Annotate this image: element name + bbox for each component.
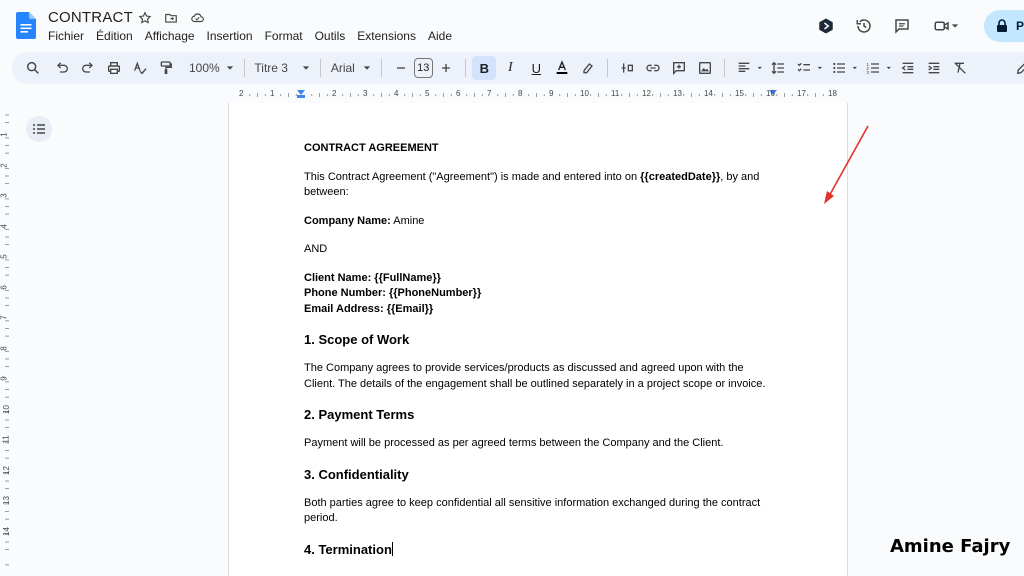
align-left-icon[interactable] [732,56,756,80]
spellcheck-icon[interactable] [128,56,152,80]
ruler-tick-label: 6 [456,89,461,98]
ruler-tick-label: 4 [394,89,399,98]
vruler-tick-label: 5 [0,254,9,259]
highlight-color-icon[interactable] [576,56,600,80]
chevron-down-icon [226,64,234,72]
section-scope-body: The Company agrees to provide services/products as discussed and agreed upon with the Client. The details of the engagement shall be outlined separately in a project scope or invoice. [304,362,766,390]
chevron-down-icon [951,22,959,30]
search-menus-icon[interactable] [21,56,45,80]
menu-fichier[interactable]: Fichier [48,29,85,43]
toolbar-divider [320,59,321,77]
move-folder-icon[interactable] [162,9,180,27]
vruler-tick-label: 3 [0,193,9,198]
ruler-tick-label: 8 [518,89,523,98]
vruler-tick-label: 2 [0,162,9,168]
menu-outils[interactable]: Outils [314,29,346,43]
print-icon[interactable] [102,56,126,80]
svg-text:3: 3 [866,70,870,75]
vruler-tick-label: 4 [0,223,9,229]
redo-icon[interactable] [76,56,100,80]
toolbar-divider [724,59,725,77]
decrease-font-size-icon[interactable] [389,56,413,80]
paint-format-icon[interactable] [154,56,178,80]
vruler-tick-label: 6 [0,284,9,290]
vruler-tick-label: 7 [0,315,9,320]
bold-icon[interactable]: B [472,56,496,80]
toolbar-divider [381,59,382,77]
toolbar-divider [244,59,245,77]
ruler-tick-label: 2 [239,89,244,98]
document-title[interactable]: CONTRACT [48,9,133,26]
vertical-ruler[interactable] [0,102,14,576]
chevron-down-icon [363,64,371,72]
menu-aide[interactable]: Aide [427,29,453,43]
numbered-list-icon[interactable] [861,56,885,80]
extension-icon[interactable] [810,10,842,42]
document-outline-button[interactable] [26,116,52,142]
ruler-tick-label: 18 [828,89,837,98]
title-bar [0,0,1024,52]
section-payment-title: 2. Payment Terms [304,407,415,422]
lock-icon [996,19,1008,33]
insert-link-icon[interactable] [641,56,665,80]
phone-number-line: Phone Number: {{PhoneNumber}} [304,287,482,299]
comments-icon[interactable] [886,10,918,42]
horizontal-ruler[interactable] [0,88,1024,102]
font-family-select[interactable]: Arial [327,61,375,75]
section-termination-title: 4. Termination [304,541,392,557]
vruler-tick-label: 11 [1,435,11,444]
menu-bar [48,29,464,43]
company-line: Company Name: Amine [304,214,425,227]
toolbar-divider [465,59,466,77]
document-page[interactable] [228,103,848,576]
star-icon[interactable] [136,9,154,27]
chevron-down-icon[interactable] [757,64,763,72]
and-line: AND [304,243,328,255]
menu-extensions[interactable]: Extensions [357,29,416,43]
doc-heading: CONTRACT AGREEMENT [304,142,439,154]
bulleted-list-icon[interactable] [827,56,851,80]
chevron-down-icon[interactable] [852,64,858,72]
ruler-tick-label: 11 [611,89,620,98]
section-scope-title: 1. Scope of Work [304,332,410,347]
insert-comment-icon[interactable] [667,56,691,80]
annotation-arrow [818,120,878,210]
italic-icon[interactable]: I [508,60,513,75]
ruler-tick-label: 15 [735,89,744,98]
ruler-tick-label: 17 [797,89,806,98]
ruler-tick-label: 1 [270,89,275,98]
line-spacing-icon[interactable] [766,56,790,80]
vruler-tick-label: 10 [1,404,11,414]
text-color-icon[interactable] [550,56,574,80]
section-confidentiality-title: 3. Confidentiality [304,466,409,482]
chevron-down-icon[interactable] [886,64,892,72]
intro-paragraph: This Contract Agreement ("Agreement") is made and entered into on {{createdDate}}, by and between: [304,170,760,198]
vruler-tick-label: 8 [0,345,9,351]
increase-font-size-icon[interactable] [434,56,458,80]
ruler-tick-label: 2 [332,89,337,98]
menu-affichage[interactable]: Affichage [144,29,195,43]
insert-image-icon[interactable] [693,56,717,80]
checklist-icon[interactable] [792,56,816,80]
ruler-tick-label: 16 [766,89,775,98]
vruler-tick-label: 12 [1,465,11,475]
section-confidentiality-body: Both parties agree to keep confidential all sensitive information exchanged during the contract period. [304,496,761,524]
share-button[interactable]: P [984,10,1024,42]
font-size-input[interactable]: 13 [414,58,433,78]
svg-text:1: 1 [866,62,870,67]
ruler-tick-label: 12 [642,89,651,98]
increase-indent-icon[interactable] [922,56,946,80]
svg-text:2: 2 [866,66,870,71]
ruler-tick-label: 14 [704,89,713,98]
zoom-select[interactable]: 100% [185,61,238,75]
email-address-line: Email Address: {{Email}} [304,302,434,315]
paragraph-style-select[interactable]: Titre 3 [250,61,314,75]
smart-chips-icon[interactable] [615,56,639,80]
ruler-tick-label: 10 [580,89,589,98]
vruler-tick-label: 1 [0,132,9,137]
document-body[interactable] [304,141,774,558]
toolbar-divider [607,59,608,77]
chevron-down-icon[interactable] [817,64,823,72]
chevron-down-icon [302,64,310,72]
menu-insertion[interactable]: Insertion [206,29,253,43]
formatting-toolbar [12,52,1024,84]
editing-mode-icon[interactable] [1011,56,1024,80]
client-name-line: Client Name: {{FullName}} [304,271,441,284]
menu-edition[interactable]: Édition [96,29,133,43]
text-cursor [392,542,393,556]
ruler-tick-label: 7 [487,89,492,98]
underline-icon[interactable]: U [531,60,542,76]
vruler-tick-label: 14 [1,526,11,536]
outline-list-icon [33,124,45,134]
decrease-indent-icon[interactable] [896,56,920,80]
undo-icon[interactable] [50,56,74,80]
ruler-tick-label: 5 [425,89,430,98]
vruler-tick-label: 9 [0,376,9,381]
client-details [304,271,774,318]
clear-formatting-icon[interactable] [948,56,972,80]
meet-icon[interactable] [924,10,968,42]
docs-logo-icon[interactable] [16,12,36,39]
author-watermark: Amine Fajry [890,536,1011,557]
cloud-status-icon[interactable] [188,9,206,27]
ruler-tick-label: 3 [363,89,368,98]
section-payment-body: Payment will be processed as per agreed terms between the Company and the Client. [304,437,724,449]
vruler-tick-label: 13 [1,496,11,505]
ruler-tick-label: 13 [673,89,682,98]
ruler-tick-label: 9 [549,89,554,98]
history-icon[interactable] [848,10,880,42]
menu-format[interactable]: Format [264,29,303,43]
